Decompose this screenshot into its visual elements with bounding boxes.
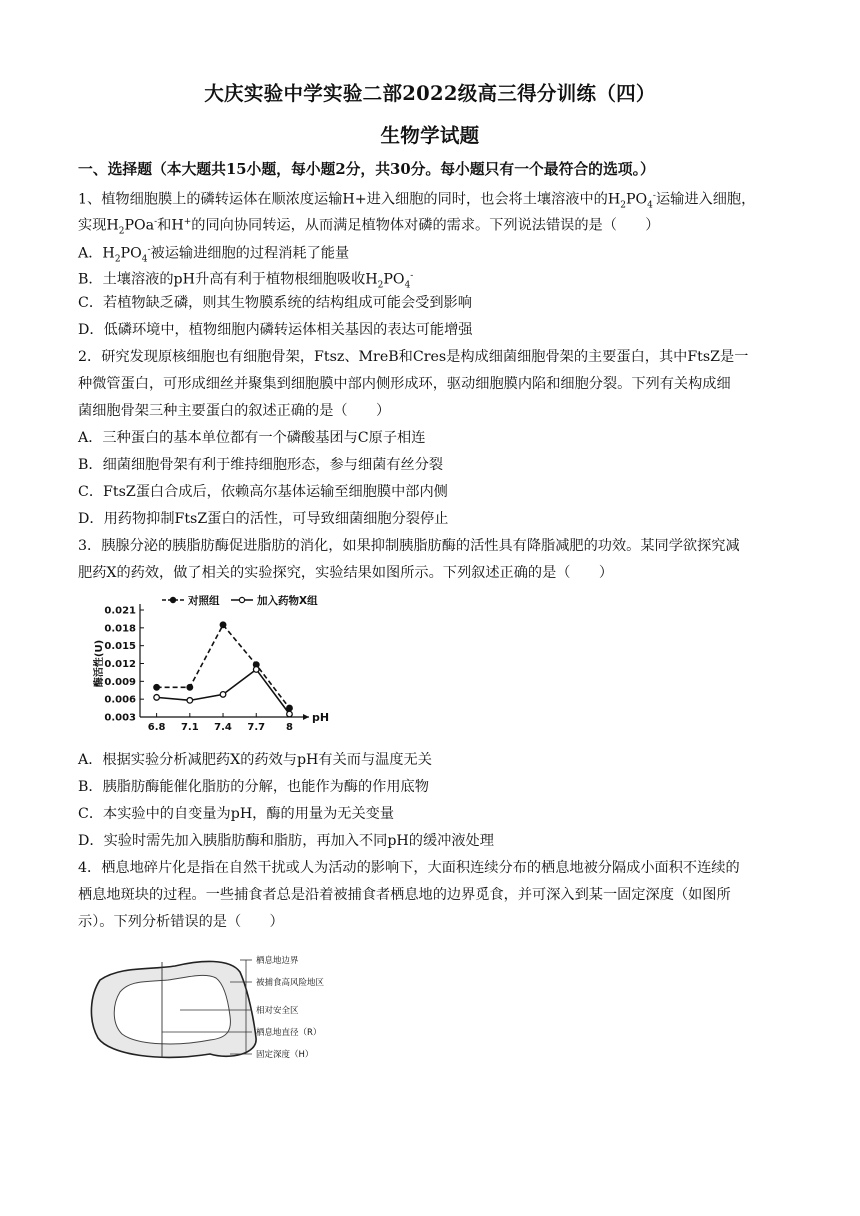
q2-option-d[interactable]: D．用药物抑制FtsZ蛋白的活性，可导致细菌细胞分裂停止: [78, 511, 449, 527]
data-point-control: [187, 684, 193, 690]
exam-title: 大庆实验中学实验二部2022级高三得分训练（四）: [204, 82, 656, 105]
legend-marker: [170, 597, 175, 602]
y-tick-label: 0.009: [104, 676, 136, 688]
q2-option-c[interactable]: C．FtsZ蛋白合成后，依赖高尔基体运输至细胞膜中部内侧: [78, 484, 448, 500]
x-tick-label: 7.1: [180, 722, 199, 733]
label-high-risk: 被捕食高风险地区: [256, 978, 325, 988]
y-tick-label: 0.021: [104, 605, 136, 617]
y-tick-label: 0.015: [104, 641, 136, 653]
q3-option-b[interactable]: B．胰脂肪酶能催化脂肪的分解，也能作为酶的作用底物: [78, 779, 429, 795]
q2-option-a[interactable]: A．三种蛋白的基本单位都有一个磷酸基团与C原子相连: [78, 430, 426, 446]
legend-label: 加入药物X组: [257, 595, 318, 607]
y-tick-label: 0.003: [104, 712, 136, 724]
label-depth: 固定深度（H）: [256, 1050, 314, 1060]
q3-stem-line2: 肥药X的药效，做了相关的实验探究，实验结果如图所示。下列叙述正确的是（ ）: [78, 565, 614, 581]
y-tick-label: 0.006: [104, 694, 136, 706]
q1-stem-line2: 实现$H_2POa^-$和H+的同向协同转运，从而满足植物体对磷的需求。下列说法错误的是（ ）: [78, 217, 660, 237]
label-safe-zone: 相对安全区: [256, 1006, 299, 1016]
data-point-drug-x: [253, 667, 259, 673]
x-axis-arrow: [303, 714, 309, 720]
enzyme-activity-chart: [90, 592, 330, 740]
habitat-diagram: [80, 950, 370, 1068]
data-point-drug-x: [287, 711, 293, 717]
x-tick-label: 7.4: [214, 722, 232, 733]
x-tick-label: 6.8: [147, 722, 166, 733]
q1-option-d[interactable]: D．低磷环境中，植物细胞内磷转运体相关基因的表达可能增强: [78, 322, 473, 338]
q2-stem-line1: 2．研究发现原核细胞也有细胞骨架，Ftsz、MreB和Cres是构成细菌细胞骨架的主要蛋白，其中FtsZ是一: [78, 349, 749, 365]
q1-option-c[interactable]: C．若植物缺乏磷，则其生物膜系统的结构组成可能会受到影响: [78, 295, 472, 311]
q3-option-a[interactable]: A．根据实验分析减肥药X的药效与pH有关而与温度无关: [78, 752, 432, 768]
section-heading: 一、选择题（本大题共15小题，每小题2分，共30分。每小题只有一个最符合的选项。）: [78, 161, 655, 178]
y-tick-label: 0.018: [104, 623, 136, 635]
data-point-control: [287, 705, 293, 711]
habitat-svg: [80, 950, 370, 1068]
data-point-control: [220, 622, 226, 628]
q4-stem-line2: 栖息地斑块的过程。一些捕食者总是沿着被捕食者栖息地的边界觅食，并可深入到某一固定深度（如图所: [78, 887, 731, 903]
q4-stem-line1: 4．栖息地碎片化是指在自然干扰或人为活动的影响下，大面积连续分布的栖息地被分隔成小面积不连续的: [78, 860, 740, 876]
data-point-drug-x: [220, 692, 226, 698]
legend-marker: [239, 597, 244, 602]
q1-stem-line1: 1、植物细胞膜上的磷转运体在顺浓度运输H+进入细胞的同时，也会将土壤溶液中的$H_2PO_4^-$运输进入细胞，: [78, 191, 756, 211]
x-axis-label: pH: [312, 711, 330, 724]
x-tick-label: 7.7: [247, 722, 266, 733]
x-tick-label: 8: [285, 722, 293, 733]
data-point-drug-x: [154, 695, 160, 701]
label-boundary: 栖息地边界: [256, 956, 299, 966]
q3-stem-line1: 3．胰腺分泌的胰脂肪酶促进脂肪的消化，如果抑制胰脂肪酶的活性具有降脂减肥的功效。某同学欲探究减: [78, 538, 740, 554]
q3-option-c[interactable]: C．本实验中的自变量为pH，酶的用量为无关变量: [78, 806, 395, 822]
exam-subtitle: 生物学试题: [380, 124, 480, 147]
q1-option-b[interactable]: B．土壤溶液的pH升高有利于植物根细胞吸收$H_2PO_4^-$: [78, 271, 414, 291]
label-diameter: 栖息地直径（R）: [256, 1028, 322, 1038]
data-point-drug-x: [187, 698, 193, 704]
q2-stem-line3: 菌细胞骨架三种主要蛋白的叙述正确的是（ ）: [78, 403, 391, 419]
legend-label: 对照组: [188, 595, 220, 607]
data-point-control: [154, 684, 160, 690]
q2-stem-line2: 种微管蛋白，可形成细丝并聚集到细胞膜中部内侧形成环，驱动细胞膜内陷和细胞分裂。下列有关构成细: [78, 376, 731, 392]
q4-stem-line3: 示）。下列分析错误的是（ ）: [78, 914, 284, 930]
q2-option-b[interactable]: B．细菌细胞骨架有利于维持细胞形态，参与细菌有丝分裂: [78, 457, 444, 473]
chart-svg: [90, 592, 330, 740]
q3-option-d[interactable]: D．实验时需先加入胰脂肪酶和脂肪，再加入不同pH的缓冲液处理: [78, 833, 494, 849]
q1-option-a[interactable]: A．$H_2PO_4^-$被运输进细胞的过程消耗了能量: [78, 245, 350, 265]
y-tick-label: 0.012: [104, 659, 136, 670]
y-axis-label: 酶活性(U): [94, 639, 105, 688]
